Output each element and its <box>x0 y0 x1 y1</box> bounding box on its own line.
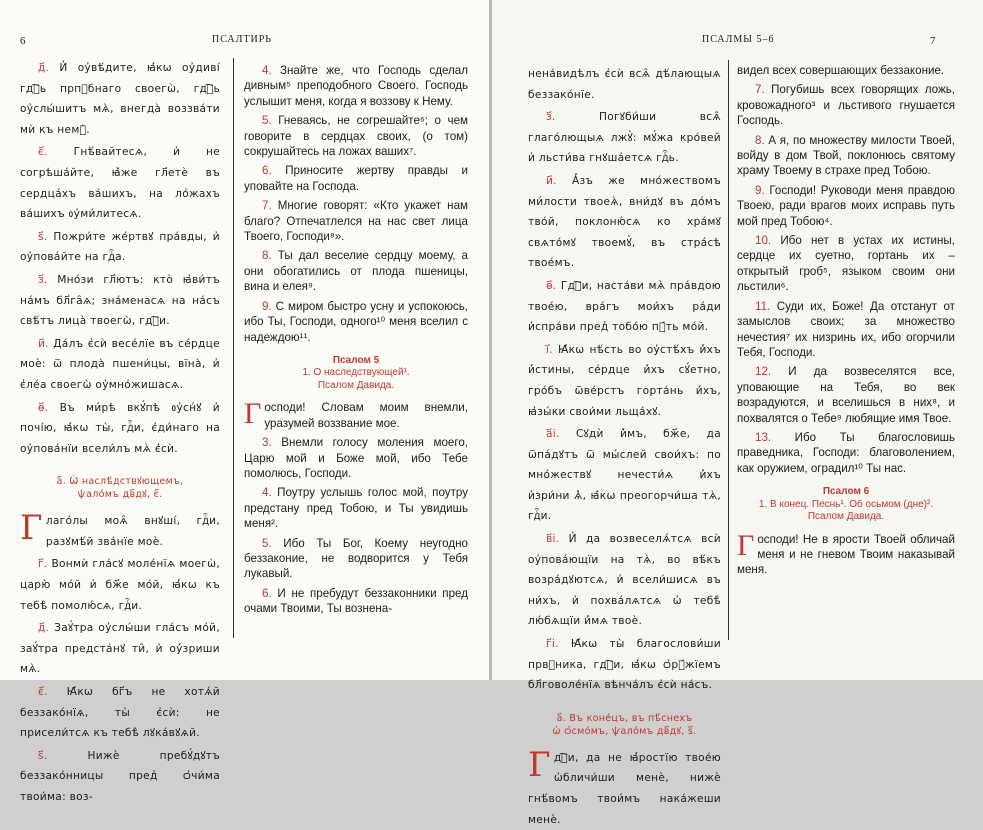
drop-cap: Г <box>528 744 551 785</box>
drop-cap: Г <box>20 508 43 549</box>
column-divider-right <box>728 60 729 640</box>
verse <box>244 63 468 109</box>
page-number-right: 7 <box>930 35 936 47</box>
cs-verses-top-right <box>528 64 721 696</box>
ru-psalm-heading-right: Псалом 6 1. В конец. Песнь¹. Об осьмом (дне)². Псалом Давида. <box>758 486 934 523</box>
verse-text: Ибо нет в устах их истины, сердце их суетно, гортань их – открытый гроб⁵, языком своим они льстили⁶. <box>737 234 955 294</box>
verse-text: осподи! Не в ярости Твоей обличай меня и не гневом Твоим наказывай меня. <box>737 532 955 577</box>
verse <box>244 435 468 481</box>
verse-number: в҃і. <box>546 533 560 546</box>
verse <box>20 682 220 744</box>
verse-number: 6. <box>262 164 272 178</box>
page-number-left: 6 <box>20 35 26 47</box>
verse-text: Многие говорят: «Кто укажет нам благо? Отпечатлелся на нас свет лица Твоего, Господи⁸». <box>244 199 468 244</box>
verse-text: Ты дал веселие сердцу моему, а они обогатились от плода пшеницы, вина и елея⁹. <box>244 249 468 294</box>
verse-number: 6. <box>262 586 272 600</box>
cs-verses-bottom <box>20 508 220 807</box>
verse-text: И҆ оу҆вѣ́дите, ꙗ҆́кѡ оу҆диві́ гдⷭ҇ь прпⷣбнаго своегѡ̀, гдⷭ҇ь оу҆слы́шитъ мѧ̀, внегда̀ воззва́ти мѝ къ немꙋ̀. <box>20 62 220 136</box>
verse-text: дⷭ҇и, да не ꙗ҆́ростїю твое́ю ѡ҆бличи́ши менѐ, нижѐ гнѣ́вомъ твои́мъ нака́жеши менѐ. <box>528 751 721 826</box>
verse-text: Суди их, Боже! Да отстанут от замыслов своих; за множество нечестия⁷ их низринь их, ибо огорчили Тебя, Господи. <box>737 299 955 359</box>
verse <box>20 398 220 460</box>
verse-text: осподи! Словам моим внемли, уразумей воззвание мое. <box>264 401 468 430</box>
verse-number: а҃і. <box>546 428 560 441</box>
verse-number: з҃. <box>546 111 556 124</box>
verse <box>20 227 220 268</box>
verse-number: 12. <box>755 365 772 379</box>
ru-verses-top-right <box>737 63 955 476</box>
verse <box>244 113 468 159</box>
verse-text: И да возвеселятся все, уповающие на Тебя, во век возрадуются, и вселишься в них⁸, и похвалятся о Тебе⁹ любящие имя Твое. <box>737 365 955 425</box>
verse <box>20 554 220 616</box>
verse <box>737 299 955 361</box>
verse-number: з҃. <box>38 273 48 286</box>
verse-text: И не пребудут беззаконники пред очами Твоими, Ты вознена- <box>244 586 468 616</box>
verse <box>528 340 721 422</box>
verse-text: Господи! Руководи меня правдою Твоею, ради врагов моих исправь путь мой пред Тобою⁴. <box>737 183 955 228</box>
verse-text: Внемли голосу моления моего, Царю мой и Боже мой, ибо Тебе помолюсь, Господи. <box>244 436 468 481</box>
verse-number: 9. <box>262 299 272 313</box>
verse-text: Пожри́те же́ртвꙋ пра́вды, и҆ оу҆пова́йте на гдⷭ҇а. <box>20 230 220 264</box>
verse <box>20 58 220 140</box>
ru-psalm-heading: Псалом 5 1. О наследствующей¹. Псалом Давида. <box>302 354 410 391</box>
verse-number: д҃. <box>38 622 50 635</box>
verse-text: Мно́зи гл҃ютъ: кто̀ ꙗ҆ви́тъ на́мъ бл҃га̑ѧ; зна́менасѧ на на́съ свѣ́тъ лица̀ твоегѡ̀, гдⷭ҇и. <box>20 273 220 328</box>
verse-text: Ꙗ҆́кѡ ты̀ благослови́ши првⷣника, гдⷭ҇и, ꙗ҆́кѡ ѻ҆рꙋ́жїемъ бл҃говоле́нїѧ вѣнча́лъ є҆сѝ на́съ. <box>528 638 721 692</box>
verse-number: ѕ҃. <box>38 230 48 243</box>
verse-number: 5. <box>262 536 272 550</box>
verse <box>244 397 468 431</box>
drop-cap: Г <box>737 528 755 562</box>
cs-verses-top <box>20 58 220 459</box>
verse <box>244 586 468 617</box>
verse-text: Гдⷭ҇и, наста́ви мѧ̀ пра́вдою твое́ю, вра́гъ мои́хъ ра́ди и҆спра́ви пред̾ тобо́ю пꙋ́ть мо́й. <box>528 279 721 334</box>
verse-text: Да́лъ є҆сѝ весе́лїе въ се́рдце моѐ: ѿ плода̀ пшени́цы, вїна̀, и҆ є҆ле́а своегѡ̀ оу҆мно́жишасѧ. <box>20 337 220 391</box>
verse-text: С миром быстро усну и успокоюсь, ибо Ты, Господи, одного¹⁰ меня вселил с надеждою¹¹. <box>244 299 468 344</box>
church-slavonic-column-left <box>20 58 220 803</box>
verse-number: 10. <box>755 234 772 248</box>
verse-number: 3. <box>262 436 272 450</box>
verse-number: ѳ҃. <box>546 279 557 292</box>
column-divider-left <box>233 58 234 638</box>
verse-text: нена́видѣлъ є҆сѝ всѧ̑ дѣ́лающыѧ беззако́нїе. <box>528 68 721 101</box>
verse-number: 5. <box>262 114 272 128</box>
verse <box>528 744 721 830</box>
running-head-left: ПСАЛТИРЬ <box>212 34 273 45</box>
verse-text: А҆́зъ же мно́жествомъ ми́лости твоеѧ̀, вни́дꙋ въ до́мъ тво́й, поклоню́сѧ ко хра́мꙋ свѧто́мꙋ твоемꙋ̀, въ стра́сѣ твое́мъ. <box>528 174 721 270</box>
cs-psalm-heading: а҃. Ѡ҆ наслѣ́дствꙋющемъ, ѱало́мъ дв҃дꙋ, є҃. <box>56 476 184 501</box>
ru-verses-bottom-right <box>737 528 955 578</box>
verse <box>528 64 721 105</box>
verse-text: А я, по множеству милости Твоей, войду в дом Твой, поклонюсь святому храму Твоему в страхе пред Тобою. <box>737 133 955 178</box>
verse <box>737 183 955 229</box>
verse-number: 8. <box>262 249 272 263</box>
verse <box>737 233 955 295</box>
verse-number: є҃. <box>38 146 48 159</box>
verse-number: 11. <box>755 299 771 313</box>
verse <box>20 142 220 224</box>
left-page <box>0 0 489 803</box>
verse <box>20 508 220 552</box>
verse-number: 7. <box>755 83 765 97</box>
verse <box>528 634 721 696</box>
verse-text: Ꙗ҆́кѡ бг҃ъ не хотѧ́й беззако́нїѧ, ты̀ є҆сѝ: не присели́тсѧ къ тебѣ̀ лꙋка́вꙋѧй. <box>20 686 220 740</box>
verse-text: видел всех совершающих беззаконие. <box>737 64 945 77</box>
verse <box>528 424 721 527</box>
verse-text: Знайте же, что Господь сделал дивным⁵ преподобного Своего. Господь услышит меня, когда я воззову к Нему. <box>244 64 468 108</box>
verse <box>244 248 468 294</box>
verse <box>20 618 220 680</box>
verse-text: Ибо Ты благословишь праведника, Господи: благоволением, как оружием, оградил¹⁰ Ты нас. <box>737 430 955 475</box>
verse-text: Ꙗ҆́кѡ нѣ́сть во оу҆стѣ́хъ и҆́хъ и҆́стины, се́рдце и҆́хъ сꙋ́етно, гро́бъ ѿве́рстъ горта́нь и҆́хъ, ꙗ҆зы́ки свои́ми льща́хꙋ. <box>528 343 721 418</box>
verse <box>737 364 955 426</box>
verse-text: Въ ми́рѣ вкꙋ́пѣ ᲂу҆сн́ꙋ и҆ почі́ю, ꙗ҆́кѡ ты̀, гдⷭ҇и, є҆ди́наго на оу҆пова́нїи всели́лъ мѧ̀ є҆сѝ. <box>20 401 220 455</box>
verse-text: Ибо Ты Бог, Коему неугодно беззаконие, не водворится у Тебя лукавый. <box>244 536 468 581</box>
verse-text: Погꙋби́ши всѧ̑ глаго́лющыѧ лжꙋ̀: мꙋ́жа кро́вей и҆ льсти́ва гнꙋша́етсѧ гдⷭ҇ь. <box>528 111 721 165</box>
verse-text: Погубишь всех говорящих ложь, кровожадного³ и льстивого гнушается Господь. <box>737 83 955 128</box>
russian-column-left <box>244 63 468 678</box>
verse <box>528 529 721 632</box>
verse <box>20 334 220 396</box>
ru-verses-bottom <box>244 397 468 616</box>
verse-text: Нижѐ пребꙋ́дꙋтъ беззако́нницы пред̾ ѻ҆чи́ма твои́ма: воз- <box>20 749 220 803</box>
verse <box>244 485 468 531</box>
church-slavonic-column-right <box>528 64 721 826</box>
verse-number: 4. <box>262 486 272 500</box>
verse-text: лаго́лы моѧ̑ внꙋші́, гдⷭ҇и, разꙋмѣ́й зва́нїе моѐ. <box>45 515 220 548</box>
verse-number: и҃. <box>38 337 49 350</box>
cs-psalm-heading-right: а҃. Въ коне́цъ, въ пѣ́снехъ ѡ҆ ѻ҆смо́мъ, ѱало́мъ дв҃дꙋ, ѕ҃. <box>552 712 697 737</box>
verse <box>737 430 955 476</box>
cs-verses-bottom-right <box>528 744 721 830</box>
verse-number: г҃і. <box>546 638 559 651</box>
verse <box>20 746 220 808</box>
verse-text: И҆ да возвеселѧ́тсѧ всѝ оу҆пова́ющїи на тѧ̀, во вѣ́къ возра́дꙋютсѧ, и҆ всели́шисѧ въ ни́хъ, и҆ похва́лѧтсѧ ѡ҆ тебѣ̀ лю́бѧщїи и҆́мѧ твоѐ. <box>528 533 721 628</box>
verse-text: Гнѣ́вайтесѧ, и҆ не согрѣша́йте, ꙗ҆̀же гл҃етѐ въ сердца́хъ ва́шихъ, на ло́жахъ ва́шихъ ᲂу҆ми́литесѧ. <box>20 146 220 221</box>
russian-column-right <box>737 63 955 678</box>
verse-number: 7. <box>262 199 272 213</box>
verse-number: и҃. <box>546 174 557 187</box>
verse <box>737 133 955 179</box>
verse <box>528 171 721 274</box>
verse-text: Заꙋ́тра оу҆слы́ши гла́съ мо́й, заꙋ́тра предста́нꙋ ти̑, и҆ оу҆́зриши мѧ̀. <box>20 622 220 676</box>
verse-number: 9. <box>755 183 765 197</box>
verse-number: ѕ҃. <box>38 749 48 762</box>
verse <box>737 528 955 578</box>
verse-number: д҃. <box>38 62 50 74</box>
verse <box>20 270 220 332</box>
verse <box>528 107 721 169</box>
verse <box>244 198 468 244</box>
verse <box>244 536 468 582</box>
verse-number: 4. <box>262 64 272 77</box>
verse-text: Сꙋдѝ и҆̀мъ, бж҃е, да ѿпа́дꙋтъ ѿ мы́слей свои́хъ: по мно́жествꙋ нечести́ѧ и҆́хъ и҆зри́ни ѧ҆̀, ꙗ҆́кѡ преогорчи́ша тѧ̀, гдⷭ҇и. <box>528 428 721 523</box>
verse-number: г҃. <box>38 558 48 571</box>
verse-number: ѳ҃. <box>38 401 49 414</box>
verse <box>737 82 955 128</box>
verse-number: є҃. <box>38 686 48 699</box>
verse-number: 13. <box>755 430 772 444</box>
verse <box>244 299 468 345</box>
verse <box>528 276 721 338</box>
verse-text: Вонмѝ гла́сꙋ моле́нїѧ моегѡ̀, царю̀ мо́й и҆ бж҃е мо́й, ꙗ҆́кѡ къ тебѣ̀ помолю́сѧ, гдⷭ҇и. <box>20 558 220 612</box>
verse-text: Поутру услышь голос мой, поутру предстану пред Тобою, и Ты увидишь меня². <box>244 486 468 531</box>
verse-number: 8. <box>755 133 765 147</box>
verse <box>737 63 955 78</box>
verse-number: і҃. <box>546 343 553 356</box>
right-page <box>492 0 983 826</box>
running-head-right: ПСАЛМЫ 5–6 <box>702 34 775 45</box>
verse <box>244 163 468 194</box>
drop-cap: Г <box>244 397 262 431</box>
ru-verses-top <box>244 63 468 345</box>
verse-text: Гневаясь, не согрешайте⁶; о чем говорите в сердцах своих, (о том) сокрушайтесь на ложах ваших⁷. <box>244 114 468 159</box>
verse-text: Приносите жертву правды и уповайте на Господа. <box>244 164 468 193</box>
